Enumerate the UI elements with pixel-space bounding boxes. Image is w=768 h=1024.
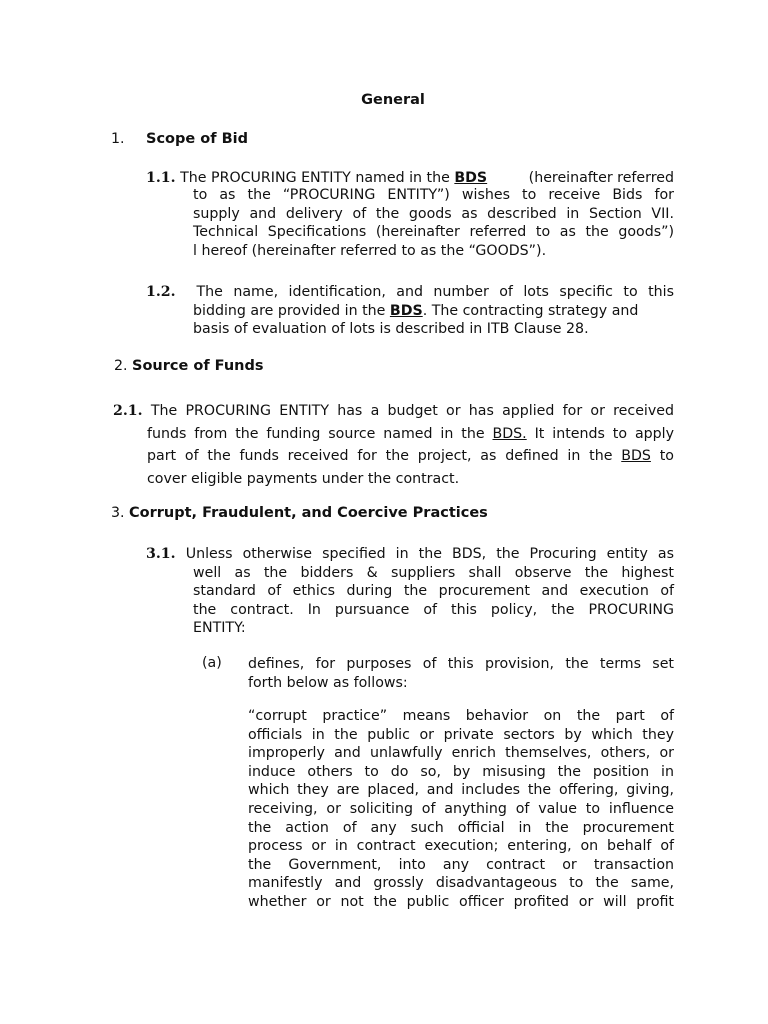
text: induce others to do so, by misusing the position in [248, 763, 674, 780]
text: . The contracting strategy and [422, 302, 639, 319]
section-1-heading: Scope of Bid [146, 131, 248, 147]
section-2-number: 2. [114, 358, 128, 374]
text: Unless otherwise specified in the BDS, the Procuring entity as [185, 546, 675, 562]
bds-reference: BDS [454, 170, 488, 186]
section-3-heading: Corrupt, Fraudulent, and Coercive Practices [129, 505, 488, 521]
text: the action of any such official in the procurement [248, 819, 674, 836]
text: supply and delivery of the goods as described in Section VII. [193, 205, 674, 222]
text: the contract. In pursuance of this policy, the PROCURING [193, 601, 674, 618]
section-3-number: 3. [111, 505, 125, 521]
text: “corrupt practice” means behavior on the part of [248, 708, 674, 724]
clause-number: 2.1. [113, 403, 143, 419]
text: forth below as follows: [248, 674, 408, 691]
text: cover eligible payments under the contract. [147, 470, 460, 487]
bds-reference: BDS [621, 448, 651, 464]
text: It intends to apply [534, 425, 674, 442]
paragraph-2-1 [113, 400, 674, 490]
text: receiving, or soliciting of anything of value to influence [248, 800, 674, 817]
text: bidding are provided in the [193, 302, 386, 319]
text: The PROCURING ENTITY has a budget or has applied for or received [150, 403, 674, 419]
clause-number: 3.1. [146, 546, 176, 562]
text: improperly and unlawfully enrich themselves, others, or [248, 745, 674, 762]
text: the Government, into any contract or transaction [248, 856, 674, 873]
section-1-number: 1. [111, 131, 125, 147]
text: manifestly and grossly disadvantageous to the same, [248, 875, 674, 892]
text: whether or not the public officer profited or will profit [248, 893, 674, 910]
corrupt-practice-definition [248, 707, 674, 912]
section-2-heading: Source of Funds [132, 358, 264, 374]
text: well as the bidders & suppliers shall observe the highest [193, 564, 674, 581]
item-a-text [248, 655, 674, 692]
bds-reference: BDS. [492, 425, 527, 442]
text: The name, identification, and number of lots specific to this [196, 284, 674, 300]
text: l hereof (hereinafter referred to as the “GOODS”). [193, 242, 547, 259]
text: part of the funds received for the project, as defined in the [147, 448, 613, 464]
text: Technical Specifications (hereinafter referred to as the goods”) [193, 224, 674, 241]
page-title: General [361, 92, 425, 108]
text: to [659, 448, 674, 464]
text: process or in contract execution; entering, on behalf of [248, 838, 674, 855]
paragraph-1-1 [146, 170, 674, 260]
text: ENTITY: [193, 620, 246, 637]
clause-number: 1.1. [146, 170, 176, 186]
text: to as the “PROCURING ENTITY”) wishes to receive Bids for [193, 187, 674, 203]
text: standard of ethics during the procurement and execution of [193, 583, 674, 600]
text: defines, for purposes of this provision, the terms set [248, 656, 674, 672]
paragraph-3-1 [146, 545, 674, 638]
text: which they are placed, and includes the offering, giving, [248, 782, 674, 799]
paragraph-1-2 [146, 283, 674, 339]
bds-reference: BDS [389, 302, 423, 319]
text: The PROCURING ENTITY named in the [180, 170, 450, 186]
item-a-label: (a) [202, 655, 222, 671]
clause-number: 1.2. [146, 284, 176, 300]
text: (hereinafter referred [528, 170, 674, 186]
text: officials in the public or private sectors by which they [248, 726, 674, 743]
text: basis of evaluation of lots is described in ITB Clause 28. [193, 321, 589, 338]
text: funds from the funding source named in the [147, 425, 485, 442]
